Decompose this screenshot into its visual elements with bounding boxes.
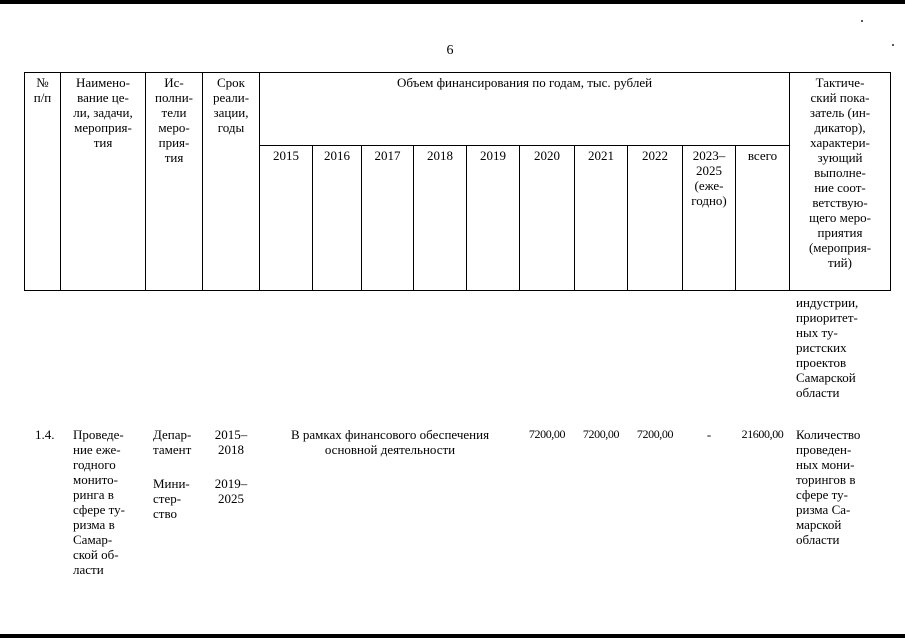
row-term-2015-2018: 2015– 2018	[214, 427, 248, 457]
header-executors: Ис- полни- тели меро- прия- тия	[154, 75, 194, 165]
row-value-2021: 7200,00	[582, 427, 620, 441]
header-num: № п/п	[33, 75, 52, 105]
header-name: Наимено- вание це- ли, задачи, мероприя- тия	[73, 75, 133, 150]
row-merged-financing-note: В рамках финансового обеспечения основной деятельности	[290, 427, 490, 457]
scan-edge-top	[0, 0, 905, 4]
year-col-border	[312, 145, 313, 291]
year-2018: 2018	[427, 148, 453, 163]
year-2020: 2020	[534, 148, 560, 163]
row-num: 1.4.	[35, 427, 55, 442]
page-number: 6	[446, 43, 454, 58]
header-indicator: Тактиче- ский пока- затель (ин- дикатор), характери- зующий выполне- ние соот- ветствую- щего меро- приятия (мероприя- тий)	[808, 75, 872, 270]
header-term: Срок реали- зации, годы	[212, 75, 250, 135]
row-value-2020: 7200,00	[528, 427, 566, 441]
row-term-2019-2025: 2019– 2025	[214, 476, 248, 506]
scan-speck	[892, 44, 894, 46]
year-col-border	[413, 145, 414, 291]
col-border	[890, 72, 891, 291]
row-indicator: Количество проведен- ных мони- торингов в сфере ту- ризма Са- марской области	[796, 427, 861, 547]
year-2017: 2017	[374, 148, 401, 163]
row-value-total: 21600,00	[741, 427, 784, 441]
year-2016: 2016	[324, 148, 350, 163]
year-col-border	[735, 145, 736, 291]
row-name: Проведе- ние еже- годного монито- ринга в сфере ту- ризма в Самар- ской об- ласти	[73, 427, 125, 577]
header-financing: Объем финансирования по годам, тыс. рублей	[396, 75, 653, 90]
year-col-border	[627, 145, 628, 291]
year-2019: 2019	[480, 148, 506, 163]
header-bottom-border	[24, 290, 891, 291]
row-value-2022: 7200,00	[636, 427, 674, 441]
row-value-2023-2025: -	[706, 427, 712, 442]
continuation-indicator: индустрии, приоритет- ных ту- ристских проектов Самарской области	[796, 295, 859, 400]
year-2022: 2022	[642, 148, 668, 163]
year-2023-2025: 2023– 2025 (еже- годно)	[691, 148, 727, 208]
scan-speck	[861, 20, 863, 22]
year-col-border	[466, 145, 467, 291]
year-2021: 2021	[588, 148, 614, 163]
year-total: всего	[747, 148, 778, 163]
col-border	[259, 72, 260, 291]
table-top-border	[24, 72, 891, 73]
year-2015: 2015	[273, 148, 299, 163]
year-col-border	[361, 145, 362, 291]
row-executor-department: Депар- тамент	[153, 427, 192, 457]
year-col-border	[519, 145, 520, 291]
scan-edge-bottom	[0, 634, 905, 638]
year-header-top-border	[259, 145, 789, 146]
year-col-border	[574, 145, 575, 291]
row-executor-ministry: Мини- стер- ство	[153, 476, 190, 521]
